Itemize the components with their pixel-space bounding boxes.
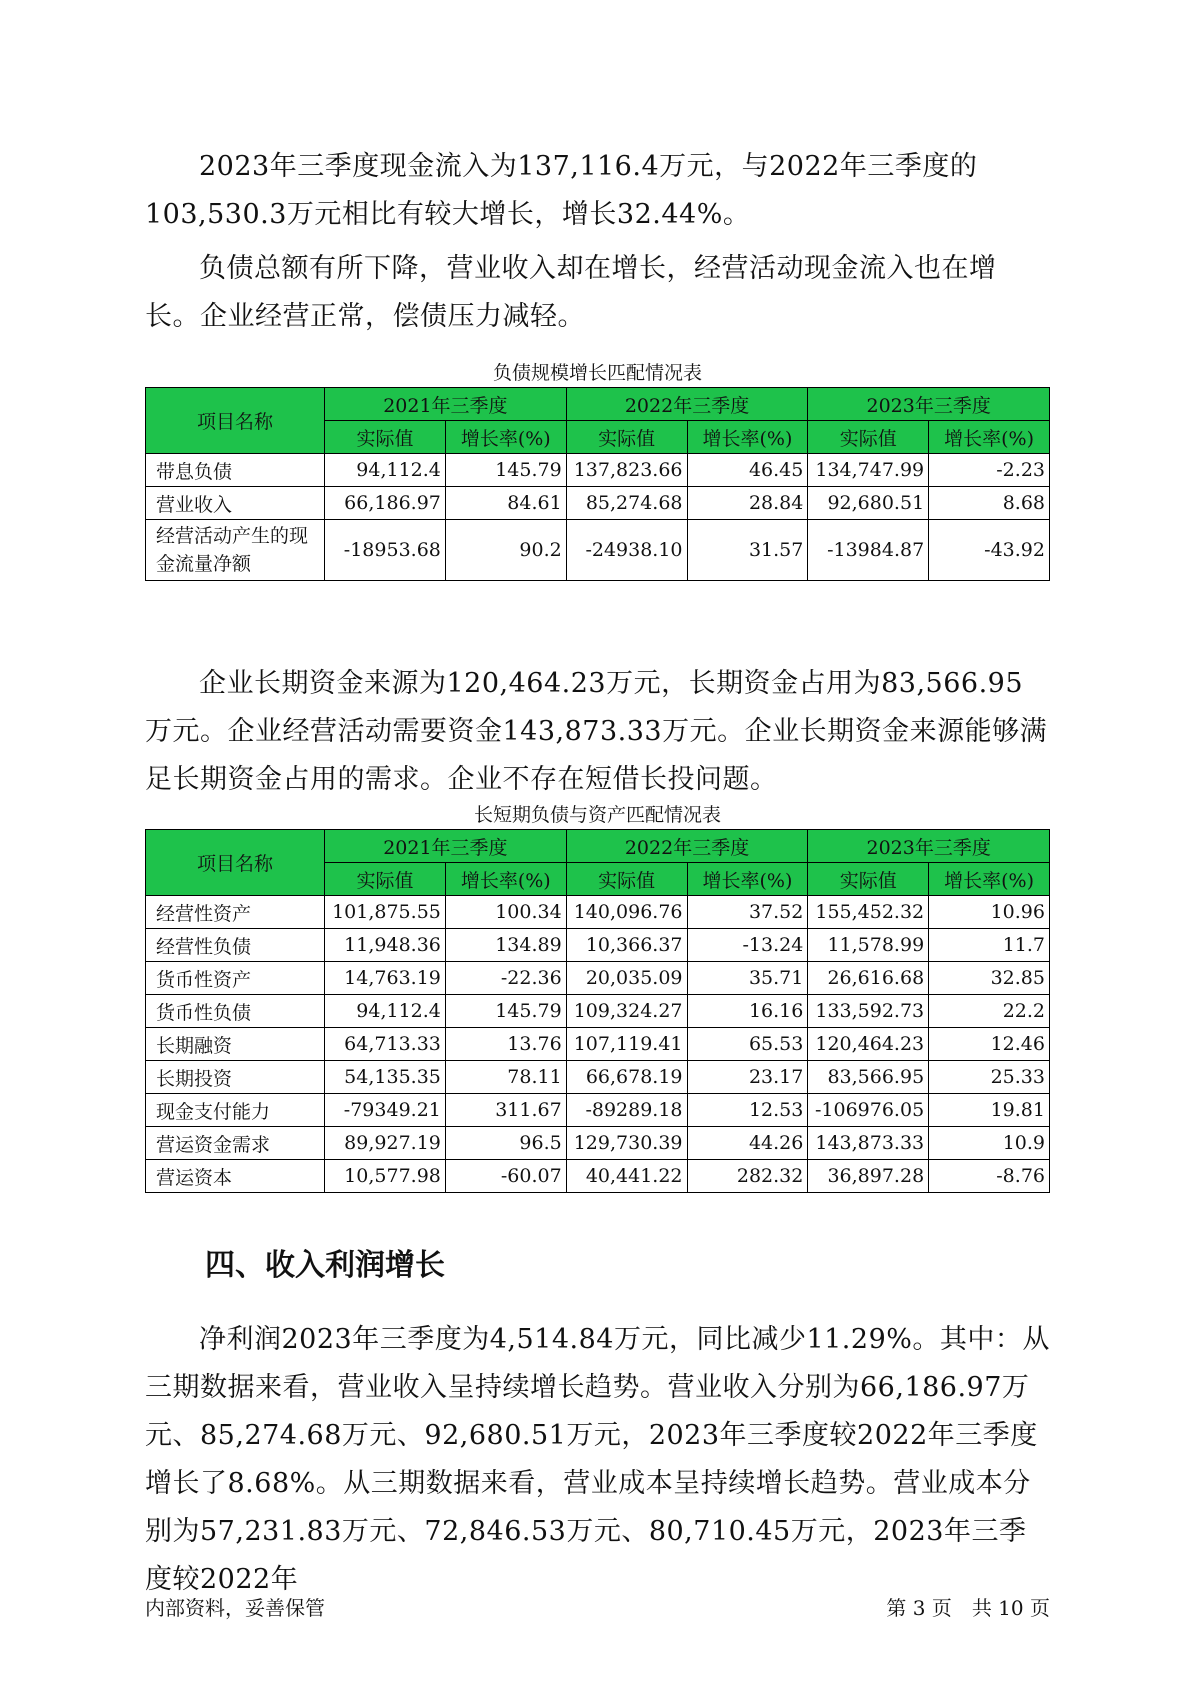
cell-value: 13.76 — [445, 1028, 566, 1061]
header-item-name: 项目名称 — [146, 388, 325, 454]
cell-value: 20,035.09 — [566, 962, 687, 995]
paragraph-cash-inflow: 2023年三季度现金流入为137,116.4万元，与2022年三季度的103,530.3万元相比有较大增长，增长32.44%。 — [145, 151, 978, 230]
cell-value: -22.36 — [445, 962, 566, 995]
header-actual: 实际值 — [808, 863, 929, 896]
cell-value: 85,274.68 — [566, 487, 687, 520]
cell-value: 311.67 — [445, 1094, 566, 1127]
header-actual: 实际值 — [325, 863, 446, 896]
cell-value: 8.68 — [929, 487, 1050, 520]
cell-value: 120,464.23 — [808, 1028, 929, 1061]
table-row — [146, 1061, 1050, 1094]
cell-value: 100.34 — [445, 896, 566, 929]
row-name: 长期投资 — [146, 1061, 325, 1094]
cell-value: 155,452.32 — [808, 896, 929, 929]
cell-value: 14,763.19 — [325, 962, 446, 995]
cell-value: 137,823.66 — [566, 454, 687, 487]
table-row — [146, 520, 1050, 581]
table-row — [146, 896, 1050, 929]
cell-value: 66,678.19 — [566, 1061, 687, 1094]
header-period-2023: 2023年三季度 — [808, 830, 1050, 863]
table-row — [146, 995, 1050, 1028]
table1-caption: 负债规模增长匹配情况表 — [492, 362, 702, 384]
cell-value: -13.24 — [687, 929, 808, 962]
cell-value: 36,897.28 — [808, 1160, 929, 1193]
cell-value: 16.16 — [687, 995, 808, 1028]
cell-value: 10,366.37 — [566, 929, 687, 962]
header-growth: 增长率(%) — [929, 863, 1050, 896]
row-name: 经营性资产 — [146, 896, 325, 929]
table-row — [146, 1028, 1050, 1061]
cell-value: -106976.05 — [808, 1094, 929, 1127]
cell-value: 40,441.22 — [566, 1160, 687, 1193]
cell-value: 12.53 — [687, 1094, 808, 1127]
cell-value: -2.23 — [929, 454, 1050, 487]
header-item-name: 项目名称 — [146, 830, 325, 896]
cell-value: 145.79 — [445, 995, 566, 1028]
cell-value: 11.7 — [929, 929, 1050, 962]
cell-value: -79349.21 — [325, 1094, 446, 1127]
cell-value: 65.53 — [687, 1028, 808, 1061]
row-name: 长期融资 — [146, 1028, 325, 1061]
cell-value: 10,577.98 — [325, 1160, 446, 1193]
row-name: 经营性负债 — [146, 929, 325, 962]
row-name: 带息负债 — [146, 454, 325, 487]
cell-value: 26,616.68 — [808, 962, 929, 995]
table-row — [146, 962, 1050, 995]
header-actual: 实际值 — [566, 421, 687, 454]
table-row — [146, 1094, 1050, 1127]
table-row — [146, 929, 1050, 962]
cell-value: 10.96 — [929, 896, 1050, 929]
row-name: 营运资金需求 — [146, 1127, 325, 1160]
cell-value: 22.2 — [929, 995, 1050, 1028]
table-row — [146, 454, 1050, 487]
header-actual: 实际值 — [808, 421, 929, 454]
cell-value: 10.9 — [929, 1127, 1050, 1160]
cell-value: 83,566.95 — [808, 1061, 929, 1094]
cell-value: 35.71 — [687, 962, 808, 995]
cell-value: 96.5 — [445, 1127, 566, 1160]
row-name: 现金支付能力 — [146, 1094, 325, 1127]
debt-growth-table — [145, 387, 1050, 581]
cell-value: 12.46 — [929, 1028, 1050, 1061]
table2-caption: 长短期负债与资产匹配情况表 — [473, 804, 721, 826]
cell-value: 46.45 — [687, 454, 808, 487]
table-row — [146, 1127, 1050, 1160]
header-growth: 增长率(%) — [445, 421, 566, 454]
cell-value: 19.81 — [929, 1094, 1050, 1127]
table-row — [146, 1160, 1050, 1193]
cell-value: 28.84 — [687, 487, 808, 520]
cell-value: 78.11 — [445, 1061, 566, 1094]
cell-value: 109,324.27 — [566, 995, 687, 1028]
cell-value: 25.33 — [929, 1061, 1050, 1094]
cell-value: 145.79 — [445, 454, 566, 487]
header-period-2023: 2023年三季度 — [808, 388, 1050, 421]
section-heading: 四、收入利润增长 — [205, 1248, 445, 1283]
header-actual: 实际值 — [325, 421, 446, 454]
footer-confidential-note: 内部资料，妥善保管 — [145, 1596, 325, 1620]
cell-value: 94,112.4 — [325, 454, 446, 487]
header-growth: 增长率(%) — [929, 421, 1050, 454]
cell-value: 66,186.97 — [325, 487, 446, 520]
cell-value: 90.2 — [445, 520, 566, 581]
cell-value: 94,112.4 — [325, 995, 446, 1028]
header-period-2021: 2021年三季度 — [325, 388, 567, 421]
cell-value: 64,713.33 — [325, 1028, 446, 1061]
cell-value: -18953.68 — [325, 520, 446, 581]
cell-value: 133,592.73 — [808, 995, 929, 1028]
cell-value: 89,927.19 — [325, 1127, 446, 1160]
row-name: 货币性资产 — [146, 962, 325, 995]
cell-value: 143,873.33 — [808, 1127, 929, 1160]
row-name: 营运资本 — [146, 1160, 325, 1193]
cell-value: 54,135.35 — [325, 1061, 446, 1094]
cell-value: 101,875.55 — [325, 896, 446, 929]
cell-value: -43.92 — [929, 520, 1050, 581]
cell-value: 129,730.39 — [566, 1127, 687, 1160]
paragraph-long-term-funds: 企业长期资金来源为120,464.23万元，长期资金占用为83,566.95万元。企业经营活动需要资金143,873.33万元。企业长期资金来源能够满足长期资金占用的需求。企业不存在短借长投问题。 — [145, 668, 1048, 795]
header-actual: 实际值 — [566, 863, 687, 896]
cell-value: -8.76 — [929, 1160, 1050, 1193]
header-growth: 增长率(%) — [687, 421, 808, 454]
table-row — [146, 487, 1050, 520]
cell-value: -13984.87 — [808, 520, 929, 581]
header-period-2022: 2022年三季度 — [566, 830, 808, 863]
cell-value: 11,948.36 — [325, 929, 446, 962]
cell-value: 107,119.41 — [566, 1028, 687, 1061]
cell-value: 140,096.76 — [566, 896, 687, 929]
cell-value: 11,578.99 — [808, 929, 929, 962]
paragraph-debt-summary: 负债总额有所下降，营业收入却在增长，经营活动现金流入也在增长。企业经营正常，偿债压力减轻。 — [145, 253, 997, 332]
cell-value: 31.57 — [687, 520, 808, 581]
row-name: 货币性负债 — [146, 995, 325, 1028]
row-name: 营业收入 — [146, 487, 325, 520]
header-period-2021: 2021年三季度 — [325, 830, 567, 863]
cell-value: 134.89 — [445, 929, 566, 962]
liability-asset-table — [145, 829, 1050, 1193]
header-growth: 增长率(%) — [445, 863, 566, 896]
cell-value: 84.61 — [445, 487, 566, 520]
cell-value: -89289.18 — [566, 1094, 687, 1127]
cell-value: 32.85 — [929, 962, 1050, 995]
cell-value: 92,680.51 — [808, 487, 929, 520]
paragraph-net-profit: 净利润2023年三季度为4,514.84万元，同比减少11.29%。其中：从三期数据来看，营业收入呈持续增长趋势。营业收入分别为66,186.97万元、85,274.68万元、92,680.51万元，2023年三季度较2022年三季度增长了8.68%。从三期数据来看，营业成本呈持续增长趋势。营业成本分别为57,231.83万元、72,846.53万元、80,710.45万元，2023年三季度较2022年 — [145, 1324, 1050, 1595]
row-name: 经营活动产生的现金流量净额 — [146, 520, 325, 581]
header-period-2022: 2022年三季度 — [566, 388, 808, 421]
header-growth: 增长率(%) — [687, 863, 808, 896]
cell-value: -60.07 — [445, 1160, 566, 1193]
cell-value: 282.32 — [687, 1160, 808, 1193]
cell-value: 23.17 — [687, 1061, 808, 1094]
cell-value: 134,747.99 — [808, 454, 929, 487]
cell-value: -24938.10 — [566, 520, 687, 581]
cell-value: 37.52 — [687, 896, 808, 929]
footer-page-number: 第 3 页 共 10 页 — [886, 1596, 1050, 1620]
cell-value: 44.26 — [687, 1127, 808, 1160]
